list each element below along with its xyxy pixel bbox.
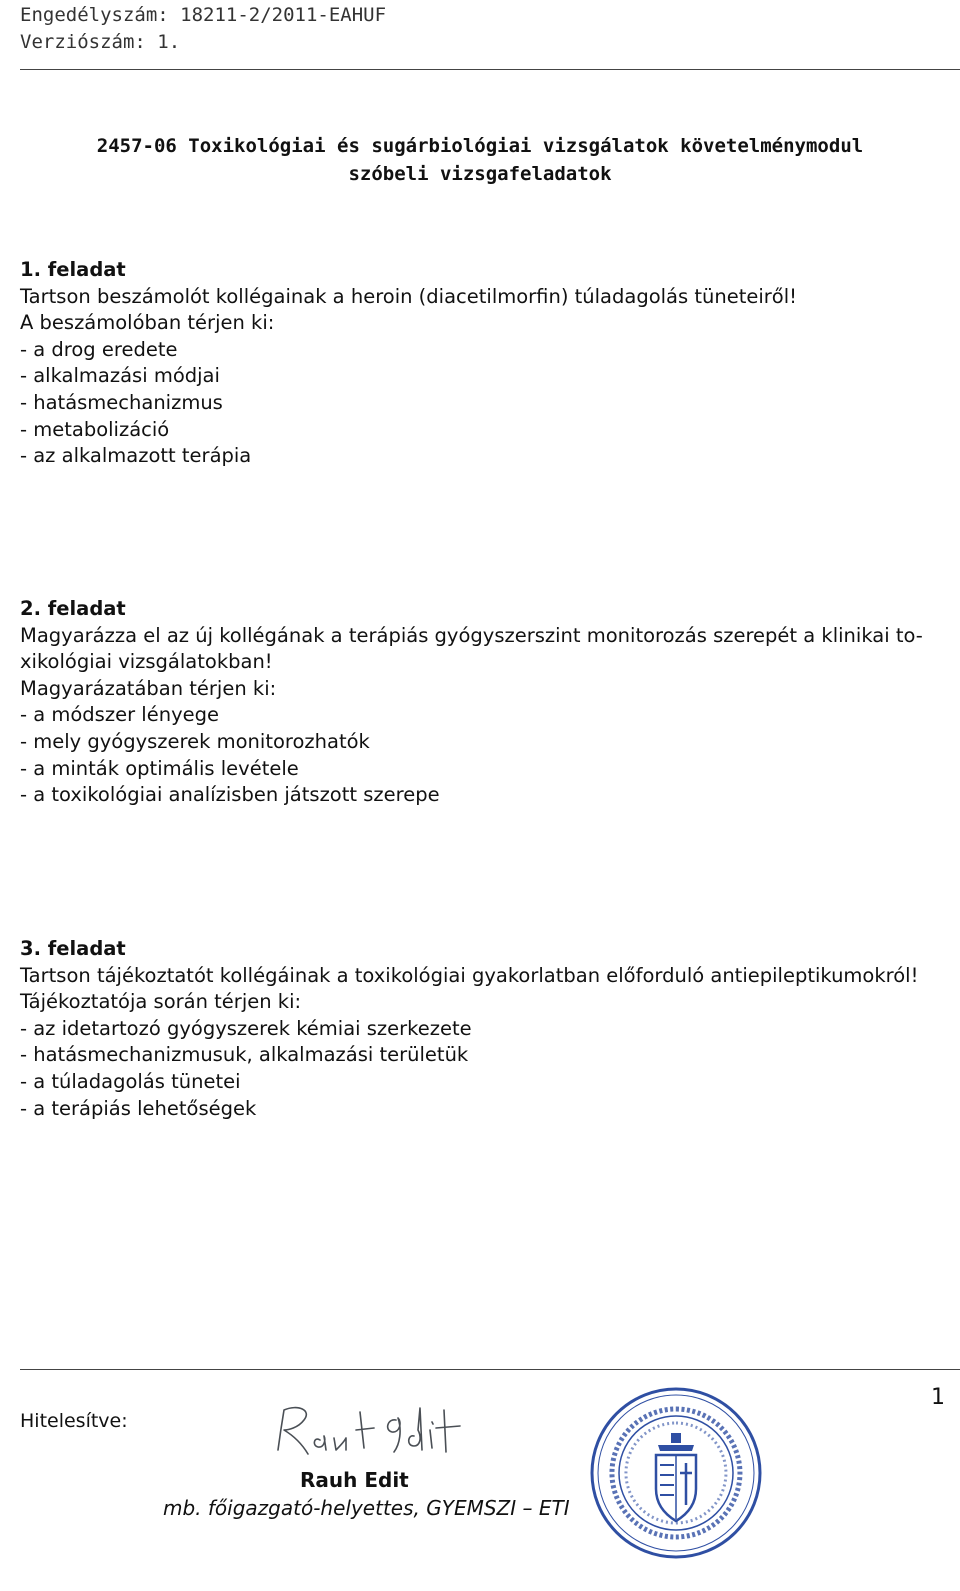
task-text: Tartson tájékoztatót kollégáinak a toxikológiai gyakorlatban előforduló antiepileptikumokról!	[20, 963, 919, 987]
task-text: Magyarázza el az új kollégának a terápiás gyógyszerszint monitorozás szerepét a klinikai to-xikológiai vizsgálatokban!	[20, 623, 923, 674]
title-line-2: szóbeli vizsgafeladatok	[348, 163, 612, 185]
task-point: - metabolizáció	[20, 417, 170, 441]
signer-name: Rauh Edit	[300, 1468, 409, 1492]
task-heading: 1. feladat	[20, 258, 126, 281]
task-heading: 2. feladat	[20, 597, 126, 620]
task-point: - az alkalmazott terápia	[20, 444, 252, 468]
footer-divider	[20, 1369, 960, 1370]
task-point: - a minták optimális levétele	[20, 756, 299, 780]
task-point: - hatásmechanizmusuk, alkalmazási területük	[20, 1043, 469, 1067]
header-divider	[20, 69, 960, 70]
task-point: - a drog eredete	[20, 337, 178, 361]
document-title	[0, 132, 960, 188]
task-heading: 3. feladat	[20, 937, 126, 960]
task-point: - a toxikológiai analízisben játszott szerepe	[20, 783, 440, 807]
task-intro: Tájékoztatója során térjen ki:	[20, 990, 302, 1014]
task-point: - a terápiás lehetőségek	[20, 1096, 257, 1120]
task-intro: Magyarázatában térjen ki:	[20, 676, 277, 700]
task-2	[20, 596, 955, 809]
document-header	[20, 2, 386, 56]
signer-role: mb. főigazgató-helyettes, GYEMSZI – ETI	[163, 1496, 570, 1520]
license-number: Engedélyszám: 18211-2/2011-EAHUF	[20, 4, 387, 26]
task-points	[20, 702, 955, 808]
task-points	[20, 337, 955, 470]
authenticated-label: Hitelesítve:	[20, 1410, 128, 1432]
task-points	[20, 1016, 955, 1122]
task-point: - a módszer lényege	[20, 703, 219, 727]
task-text: Tartson beszámolót kollégainak a heroin (diacetilmorfin) túladagolás tüneteiről!	[20, 284, 797, 308]
task-point: - mely gyógyszerek monitorozhatók	[20, 729, 370, 753]
task-3	[20, 936, 955, 1122]
task-intro: A beszámolóban térjen ki:	[20, 311, 275, 335]
task-point: - alkalmazási módjai	[20, 364, 220, 388]
official-seal	[588, 1385, 764, 1561]
task-point: - hatásmechanizmus	[20, 390, 223, 414]
task-point: - az idetartozó gyógyszerek kémiai szerkezete	[20, 1016, 472, 1040]
version-number: Verziószám: 1.	[20, 31, 181, 53]
handwritten-signature	[268, 1400, 478, 1462]
title-line-1: 2457-06 Toxikológiai és sugárbiológiai vizsgálatok követelménymodul	[96, 135, 864, 157]
page-number: 1	[931, 1385, 945, 1410]
task-1	[20, 257, 955, 470]
task-point: - a túladagolás tünetei	[20, 1069, 241, 1093]
